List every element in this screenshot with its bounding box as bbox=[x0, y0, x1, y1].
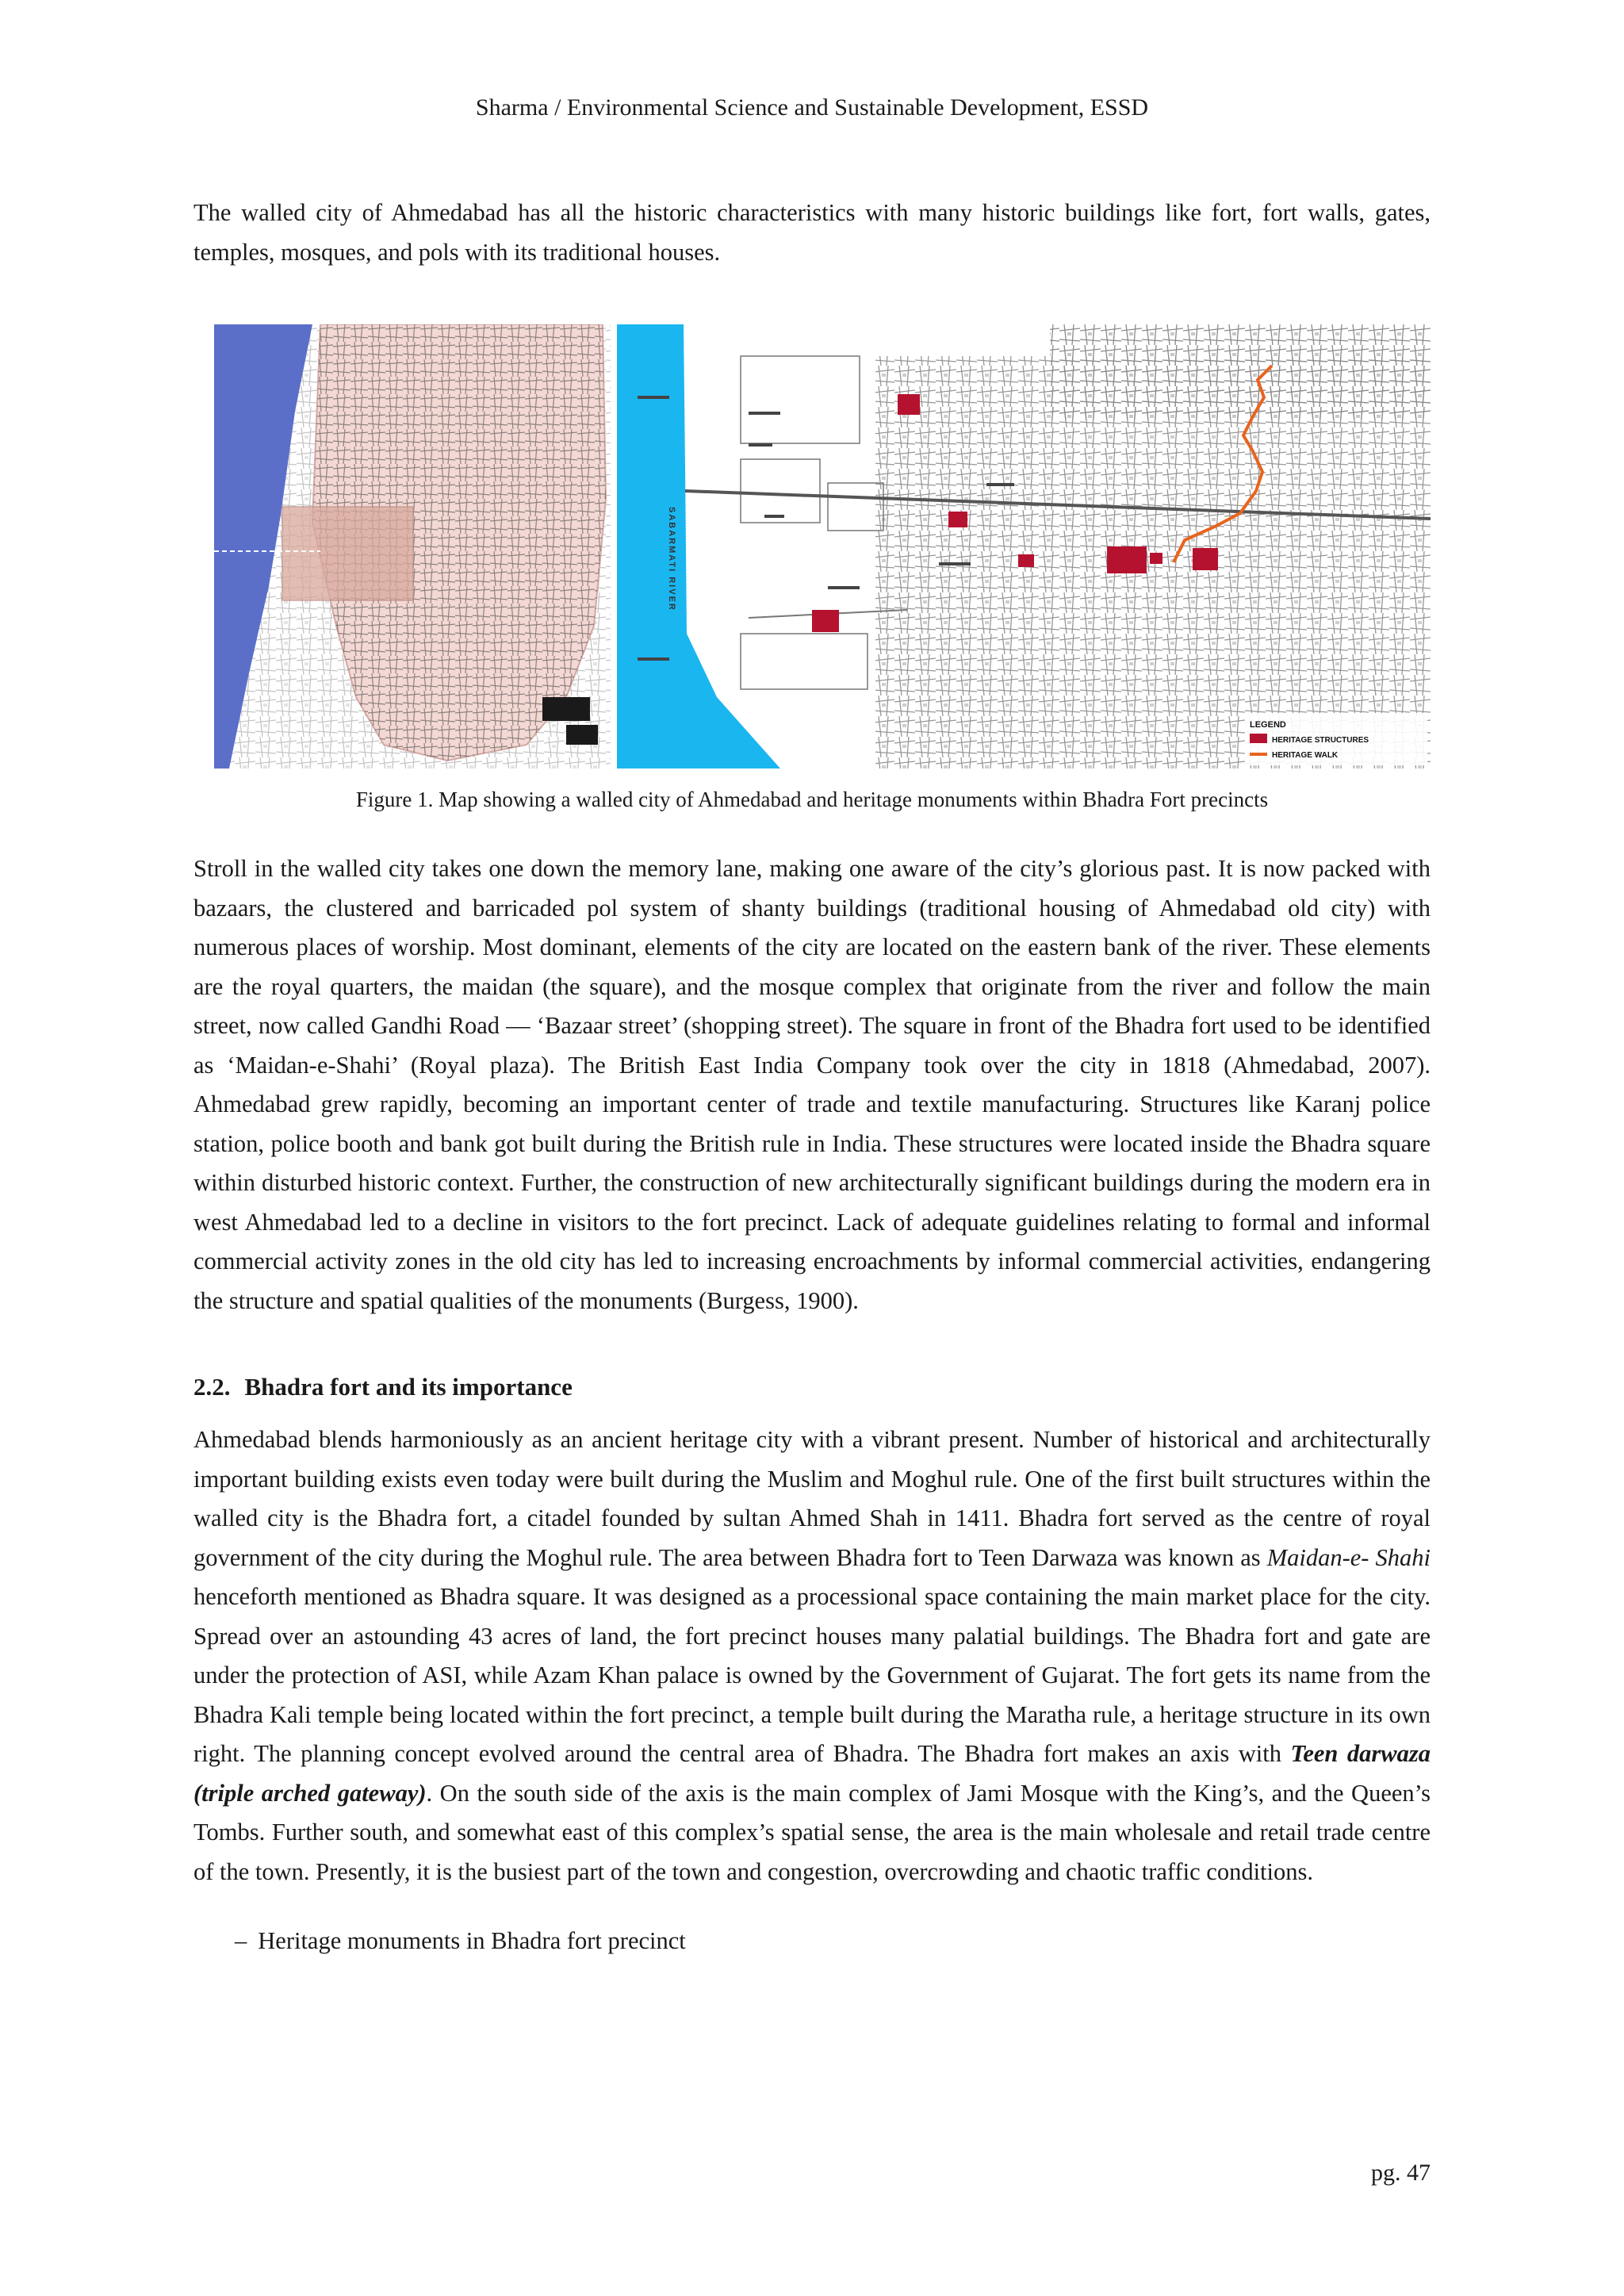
stroll-paragraph: Stroll in the walled city takes one down the memory lane, making one aware of the city’s glorious past. It is now packed with bazaars, the clustered and barricaded pol system of shanty buildings (traditional housing of Ahmedabad old city) with numerous places of worship. Most dominant, elements of the city are located on the eastern bank of the river. These elements are the royal quarters, the maidan (the square), and the mosque complex that originate from the river and follow the main street, now called Gandhi Road — ‘Bazaar street’ (shopping street). The square in front of the Bhadra fort used to be identified as ‘Maidan-e-Shahi’ (Royal plaza). The British East India Company took over the city in 1818 (Ahmedabad, 2007). Ahmedabad grew rapidly, becoming an important center of trade and textile manufacturing. Structures like Karanj police station, police booth and bank got built during the British rule in India. These structures were located inside the Bhadra square within disturbed historic context. Further, the construction of new architecturally significant buildings during the modern era in west Ahmedabad led to a decline in visitors to the fort precinct. Lack of adequate guidelines relating to formal and informal commercial activity zones in the old city has led to increasing encroachments by informal commercial activities, endangering the structure and spatial qualities of the monuments (Burgess, 1900). bbox=[193, 855, 1431, 1314]
bhadra-precinct-highlight bbox=[282, 507, 413, 600]
section-number: 2.2. bbox=[193, 1373, 231, 1401]
page-number: pg. 47 bbox=[1371, 2160, 1431, 2186]
maidan-e-shahi-term: Maidan-e- Shahi bbox=[1266, 1543, 1431, 1571]
figure-1 bbox=[193, 324, 1431, 813]
bhadra-text-part1: Ahmedabad blends harmoniously as an ancient heritage city with a vibrant present. Number of historical and architecturally important building exists even today were built during the Muslim and Moghul rule. One of the first built structures within the walled city is the Bhadra fort, a citadel founded by sultan Ahmed Shah in 1411. Bhadra fort served as the centre of royal government of the city during the Moghul rule. The area between Bhadra fort to Teen Darwaza was known as bbox=[193, 1426, 1431, 1571]
heritage-structure bbox=[1107, 546, 1147, 573]
heritage-structure bbox=[948, 512, 967, 527]
heritage-monuments-map bbox=[612, 324, 1431, 769]
section-title: Bhadra fort and its importance bbox=[244, 1373, 573, 1401]
bullet-dash: – bbox=[235, 1927, 247, 1954]
map-legend bbox=[1245, 713, 1427, 765]
heritage-structure bbox=[812, 610, 839, 632]
bhadra-paragraph bbox=[193, 1420, 1431, 1892]
bullet-text: Heritage monuments in Bhadra fort precinct bbox=[258, 1927, 686, 1954]
bhadra-text-part3: . On the south side of the axis is the main complex of Jami Mosque with the King’s, and the Queen’s Tombs. Further south, and somewhat east of this complex’s spatial sense, the area is the main wholesale and retail trade centre of the town. Presently, it is the busiest part of the town and congestion, overcrowding and chaotic traffic conditions. bbox=[193, 1779, 1431, 1885]
intro-paragraph: The walled city of Ahmedabad has all the historic characteristics with many historic buildings like fort, fort walls, gates, temples, mosques, and pols with its traditional houses. bbox=[193, 199, 1431, 266]
legend-title: LEGEND bbox=[1250, 720, 1286, 730]
section-heading bbox=[193, 1371, 1431, 1403]
teen-darwaza-term: Teen darwaza (triple arched gateway) bbox=[193, 1740, 1431, 1807]
figure-map-image bbox=[193, 324, 1431, 769]
legend-swatch-structures bbox=[1250, 734, 1267, 743]
walled-city-map bbox=[214, 324, 611, 769]
heritage-structure bbox=[898, 394, 920, 415]
river-label: SABARMATI RIVER bbox=[667, 507, 676, 611]
heritage-structure bbox=[1193, 548, 1218, 570]
legend-item-structures: HERITAGE STRUCTURES bbox=[1272, 736, 1369, 745]
bhadra-text-part2: henceforth mentioned as Bhadra square. It was designed as a processional space containing the main market place for the city. Spread over an astounding 43 acres of land, the fort precinct houses many palatial buildings. The Bhadra fort and gate are under the protection of ASI, while Azam Khan palace is owned by the Government of Gujarat. The fort gets its name from the Bhadra Kali temple being located within the fort precinct, a temple built during the Maratha rule, a heritage structure in its own right. The planning concept evolved around the central area of Bhadra. The Bhadra fort makes an axis with bbox=[193, 1583, 1431, 1767]
running-header: Sharma / Environmental Science and Sustainable Development, ESSD bbox=[475, 94, 1149, 121]
heritage-structure bbox=[1018, 554, 1034, 567]
legend-item-walk: HERITAGE WALK bbox=[1272, 751, 1339, 760]
bullet-item bbox=[235, 1925, 1431, 1957]
heritage-structure bbox=[1150, 553, 1162, 564]
figure-caption: Figure 1. Map showing a walled city of Ahmedabad and heritage monuments within Bhadra Fort precincts bbox=[355, 788, 1269, 811]
page-content bbox=[193, 194, 1431, 1957]
